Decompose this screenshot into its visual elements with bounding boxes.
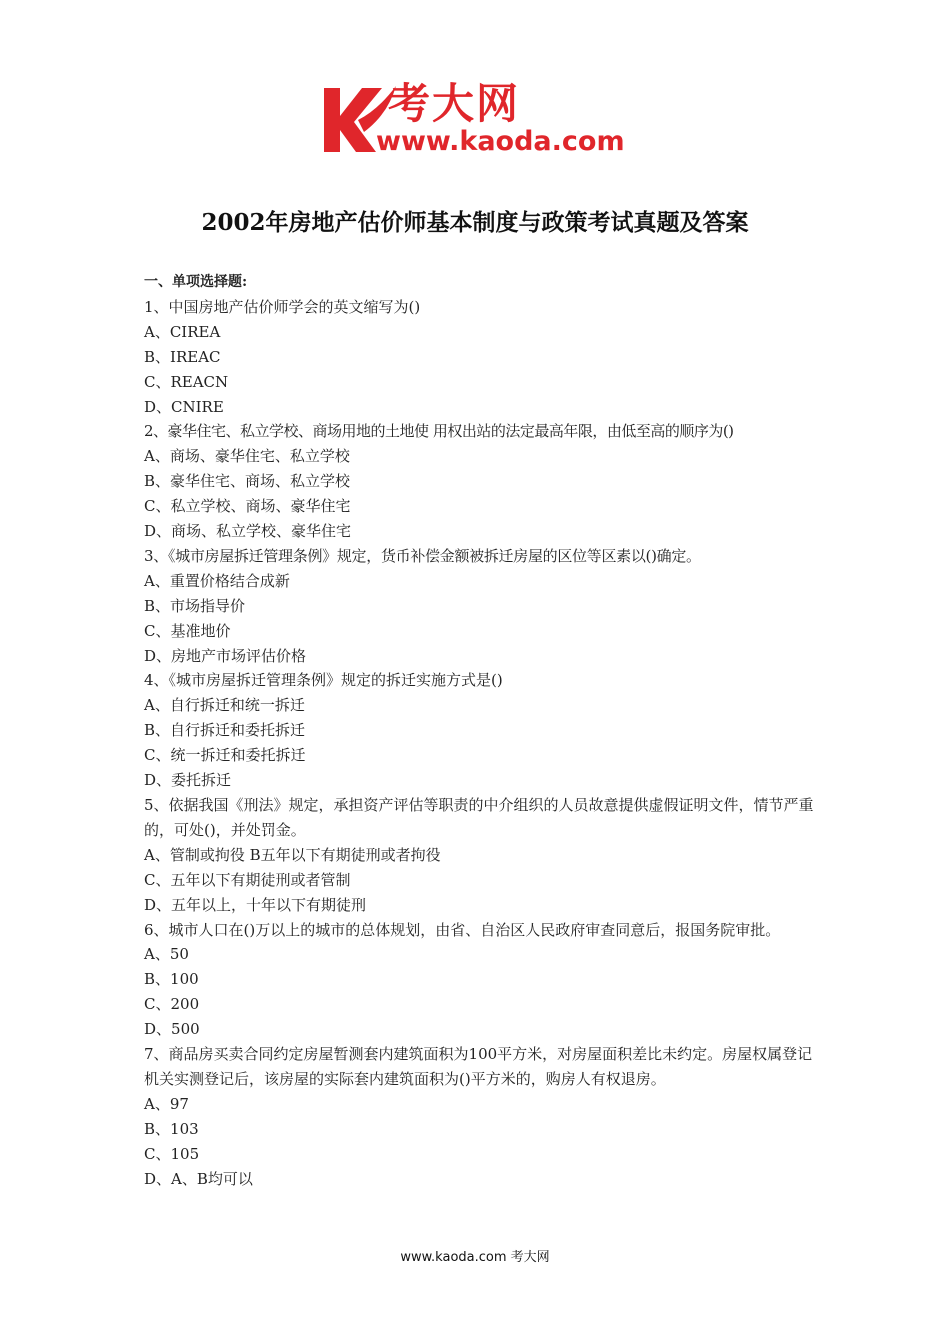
section-heading: 一、单项选择题: <box>144 274 248 290</box>
option: D、委托拆迁 <box>144 771 232 790</box>
option: C、105 <box>144 1144 200 1163</box>
logo-brand-name: 考大网 <box>388 79 521 128</box>
option: A、商场、豪华住宅、私立学校 <box>144 447 350 466</box>
question-1 <box>144 295 814 420</box>
option: D、五年以上，十年以下有期徒刑 <box>144 895 367 914</box>
option: B、市场指导价 <box>144 596 246 615</box>
option: D、500 <box>144 1020 200 1039</box>
option: C、私立学校、商场、豪华住宅 <box>144 497 351 516</box>
option: B、IREAC <box>144 347 221 366</box>
option: D、CNIRE <box>144 397 224 416</box>
option: B、豪华住宅、商场、私立学校 <box>144 472 351 491</box>
question-2 <box>144 419 814 544</box>
option: A、97 <box>144 1094 189 1113</box>
page-title: 2002年房地产估价师基本制度与政策考试真题及答案 <box>201 209 749 236</box>
question-stem: 6、城市人口在()万以上的城市的总体规划，由省、自治区人民政府审查同意后，报国务院审批。 <box>144 920 781 939</box>
question-5 <box>144 793 814 918</box>
option: C、基准地价 <box>144 621 231 640</box>
question-stem: 3、《城市房屋拆迁管理条例》规定，货币补偿金额被拆迁房屋的区位等区素以()确定。 <box>144 546 701 565</box>
option: A、自行拆迁和统一拆迁 <box>144 696 305 715</box>
option: D、房地产市场评估价格 <box>144 646 307 665</box>
option: B、103 <box>144 1119 199 1138</box>
question-6 <box>144 918 814 1043</box>
option: D、A、B均可以 <box>144 1169 253 1188</box>
kaoda-logo <box>318 80 638 160</box>
option: B、100 <box>144 970 199 989</box>
question-stem: 1、中国房地产估价师学会的英文缩写为() <box>144 297 421 316</box>
question-stem: 2、豪华住宅、私立学校、商场用地的土地使 用权出站的法定最高年限，由低至高的顺序为() <box>144 422 734 441</box>
option: C、五年以下有期徒刑或者管制 <box>144 870 351 889</box>
question-7 <box>144 1042 814 1191</box>
question-list <box>144 270 814 1192</box>
question-3 <box>144 544 814 669</box>
option: C、统一拆迁和委托拆迁 <box>144 746 306 765</box>
option: D、商场、私立学校、豪华住宅 <box>144 522 352 541</box>
option: A、50 <box>144 945 189 964</box>
option: C、REACN <box>144 372 229 391</box>
question-4 <box>144 668 814 793</box>
option: B、自行拆迁和委托拆迁 <box>144 721 306 740</box>
question-stem: 5、依据我国《刑法》规定，承担资产评估等职责的中介组织的人员故意提供虚假证明文件，情节严重的，可处()，并处罚金。 <box>144 796 814 839</box>
question-stem: 4、《城市房屋拆迁管理条例》规定的拆迁实施方式是() <box>144 671 503 690</box>
logo-url: www.kaoda.com <box>376 126 625 157</box>
option: A、重置价格结合成新 <box>144 571 290 590</box>
page-footer: www.kaoda.com 考大网 <box>400 1250 550 1265</box>
question-stem: 7、商品房买卖合同约定房屋暂测套内建筑面积为100平方米，对房屋面积差比未约定。房屋权属登记机关实测登记后，该房屋的实际套内建筑面积为()平方米的，购房人有权退房。 <box>144 1045 813 1088</box>
option: C、200 <box>144 995 200 1014</box>
option: A、管制或拘役 B五年以下有期徒刑或者拘役 <box>144 845 441 864</box>
option: A、CIREA <box>144 322 221 341</box>
